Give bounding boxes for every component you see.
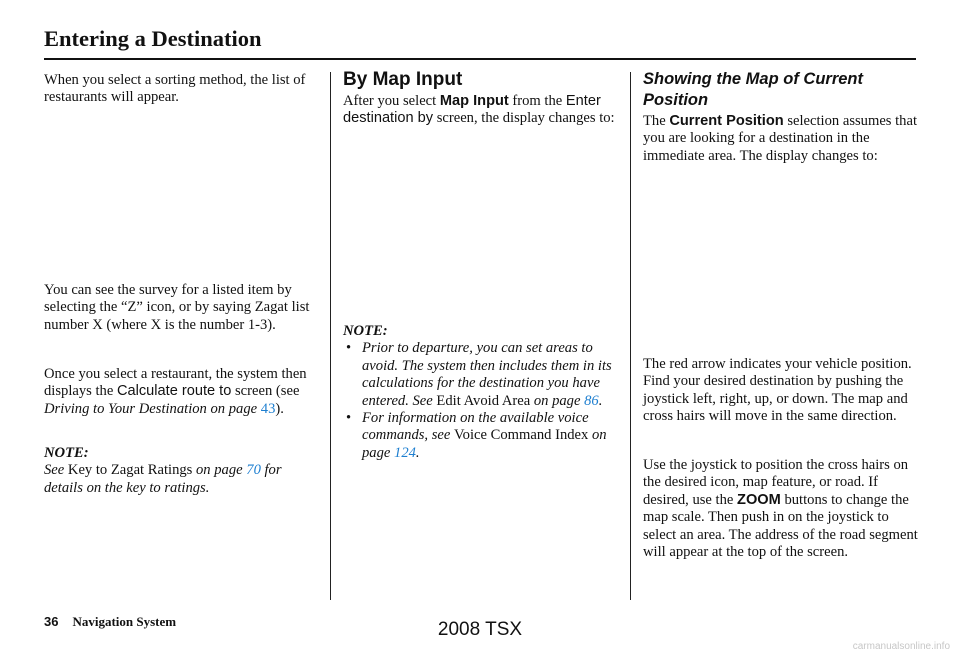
note-label: NOTE: (44, 445, 89, 461)
col3-para-2: The red arrow indicates your vehicle position. Find your desired destination by pushing the joystick left, right, up, or down. The map and cross hairs will move in the same direction. (643, 356, 912, 425)
section-heading-current-position: Showing the Map of Current Position (643, 70, 863, 109)
col3-para-3: Use the joystick to position the cross hairs on the desired icon, map feature, or road. If desired, use the ZOOM buttons to change the map scale. Then push in on the joystick to select an area. The address of the road segment will appear at the top of the screen. (643, 457, 918, 561)
ui-label-map-input: Map Input (439, 93, 509, 109)
ui-label-enter-destination-by: Enter destination by (343, 93, 601, 127)
list-item: • Prior to departure, you can set areas to avoid. The system then includes them in its calculations for the destination you have entered. See Edit Avoid Area on page 86. (343, 340, 619, 410)
ui-label-calculate-route: Calculate route to (116, 383, 232, 400)
watermark: carmanualsonline.info (852, 641, 950, 652)
link-page-43[interactable]: 43 (260, 400, 276, 417)
col3-intro: Showing the Map of Current Position The Current Position selection assumes that you are looking for a destination in the immediate area. The display changes to: (643, 70, 918, 164)
footer-section: Navigation System (72, 614, 177, 629)
col1-para-1: When you select a sorting method, the list of restaurants will appear. (44, 72, 306, 106)
list-item: • For information on the available voice commands, see Voice Command Index on page 124. (343, 410, 619, 462)
column-divider-1 (330, 72, 331, 600)
ui-label-current-position: Current Position (669, 113, 784, 129)
note-label: NOTE: (343, 323, 388, 339)
page-number: 36 (44, 614, 59, 629)
col2-note (343, 323, 619, 462)
page-title: Entering a Destination (44, 26, 262, 51)
col1-para-3: Once you select a restaurant, the system then displays the Calculate route to screen (see Driving to Your Destination on page 43). (44, 366, 307, 417)
link-page-124[interactable]: 124 (394, 444, 416, 461)
col2-intro: By Map Input After you select Map Input from the Enter destination by screen, the display changes to: (343, 70, 619, 128)
column-divider-2 (630, 72, 631, 600)
note-list (343, 340, 619, 462)
link-page-70[interactable]: 70 (246, 462, 261, 479)
col1-para-2: You can see the survey for a listed item by selecting the “Z” icon, or by saying Zagat list number X (where X is the number 1-3). (44, 282, 310, 333)
ui-label-zoom: ZOOM (737, 491, 781, 508)
title-rule (44, 58, 916, 60)
section-heading-map-input: By Map Input (343, 69, 463, 90)
link-page-86[interactable]: 86 (584, 392, 599, 409)
col1-note: NOTE: See Key to Zagat Ratings on page 70 for details on the key to ratings. (44, 445, 320, 497)
model-label: 2008 TSX (437, 619, 523, 640)
